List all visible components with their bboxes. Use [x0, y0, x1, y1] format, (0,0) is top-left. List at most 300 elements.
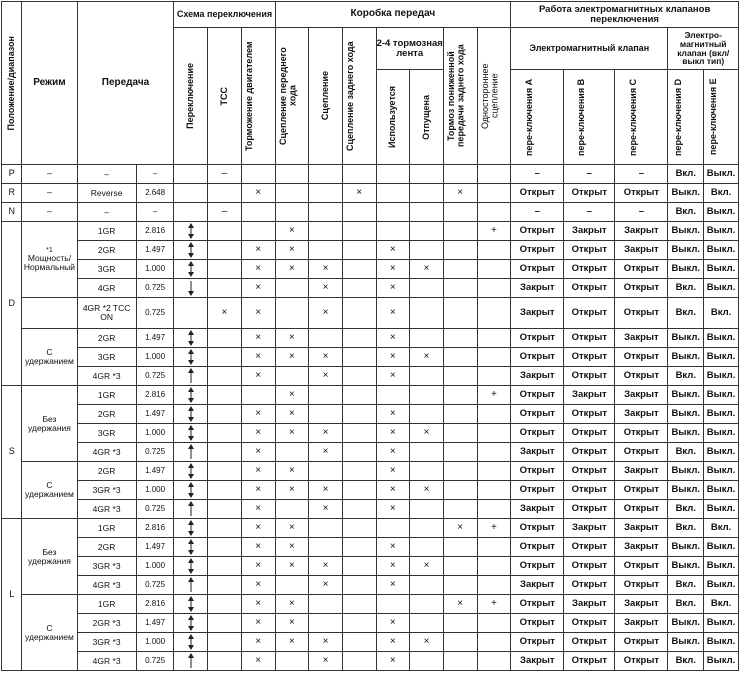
- solenoid-d-cell: Вкл.: [668, 595, 704, 614]
- fc-cell: ×: [275, 386, 309, 405]
- ow-cell: [477, 443, 511, 462]
- gear-cell: 2GR: [77, 538, 136, 557]
- solenoid-c-cell: Открыт: [615, 633, 668, 652]
- shift-arrow-cell: [174, 614, 208, 633]
- solenoid-b-cell: Открыт: [564, 614, 615, 633]
- shift-arrow-cell: [174, 298, 208, 329]
- header-solenoid-valve: Электромагнитный клапан: [511, 28, 668, 70]
- header-band-released: Отпущена: [410, 70, 444, 165]
- ratio-cell: 1.000: [136, 481, 174, 500]
- solenoid-b-cell: Открыт: [564, 260, 615, 279]
- shift-up-arrow-icon: [186, 444, 196, 460]
- solenoid-e-cell: Вкл.: [704, 298, 739, 329]
- cl-cell: [309, 241, 343, 260]
- rc-cell: [342, 557, 376, 576]
- rc-cell: [342, 462, 376, 481]
- rc-cell: [342, 500, 376, 519]
- bu-cell: ×: [376, 348, 410, 367]
- eb-cell: ×: [241, 614, 275, 633]
- solenoid-e-cell: Выкл.: [704, 260, 739, 279]
- bu-cell: ×: [376, 614, 410, 633]
- lr-cell: [443, 538, 477, 557]
- eb-cell: ×: [241, 348, 275, 367]
- fc-cell: ×: [275, 405, 309, 424]
- solenoid-a-cell: –: [511, 165, 564, 184]
- solenoid-e-cell: Выкл.: [704, 222, 739, 241]
- gear-cell: 2GR *3: [77, 614, 136, 633]
- position-cell: L: [2, 519, 22, 671]
- solenoid-b-cell: Открыт: [564, 500, 615, 519]
- br-cell: [410, 595, 444, 614]
- cl-cell: [309, 519, 343, 538]
- table-row: [2, 329, 739, 348]
- gear-cell: 4GR *2 TCC ON: [77, 298, 136, 329]
- lr-cell: [443, 405, 477, 424]
- cl-cell: ×: [309, 557, 343, 576]
- solenoid-b-cell: Открыт: [564, 348, 615, 367]
- rc-cell: [342, 424, 376, 443]
- gear-cell: 1GR: [77, 595, 136, 614]
- solenoid-e-cell: Выкл.: [704, 538, 739, 557]
- solenoid-a-cell: Открыт: [511, 222, 564, 241]
- rc-cell: [342, 348, 376, 367]
- table-row: [2, 500, 739, 519]
- ow-cell: [477, 462, 511, 481]
- solenoid-e-cell: Выкл.: [704, 424, 739, 443]
- shift-arrow-cell: [174, 557, 208, 576]
- ratio-cell: 2.816: [136, 222, 174, 241]
- solenoid-d-cell: Вкл.: [668, 576, 704, 595]
- mode-cell: –: [22, 165, 77, 184]
- eb-cell: ×: [241, 279, 275, 298]
- shift-up-down-arrow-icon: [186, 242, 196, 258]
- solenoid-e-cell: Вкл.: [704, 184, 739, 203]
- tcc-cell: [208, 519, 242, 538]
- fc-cell: [275, 576, 309, 595]
- lr-cell: [443, 279, 477, 298]
- br-cell: [410, 462, 444, 481]
- ratio-cell: 1.000: [136, 260, 174, 279]
- br-cell: [410, 367, 444, 386]
- header-solenoid-work: Работа электромагнитных клапанов переключения: [511, 2, 739, 28]
- bu-cell: ×: [376, 576, 410, 595]
- lr-cell: [443, 329, 477, 348]
- table-row: [2, 481, 739, 500]
- bu-cell: ×: [376, 279, 410, 298]
- cl-cell: ×: [309, 443, 343, 462]
- bu-cell: ×: [376, 652, 410, 671]
- shift-up-down-arrow-icon: [186, 406, 196, 422]
- solenoid-b-cell: Открыт: [564, 329, 615, 348]
- shift-up-arrow-icon: [186, 501, 196, 517]
- solenoid-d-cell: Вкл.: [668, 298, 704, 329]
- eb-cell: ×: [241, 481, 275, 500]
- ow-cell: [477, 424, 511, 443]
- ow-cell: [477, 260, 511, 279]
- header-clutch: Сцепление: [309, 28, 343, 165]
- table-row: [2, 633, 739, 652]
- br-cell: [410, 652, 444, 671]
- rc-cell: [342, 519, 376, 538]
- tcc-cell: [208, 595, 242, 614]
- ow-cell: [477, 165, 511, 184]
- shift-up-arrow-icon: [186, 653, 196, 669]
- table-row: [2, 367, 739, 386]
- solenoid-a-cell: Открыт: [511, 614, 564, 633]
- cl-cell: [309, 203, 343, 222]
- fc-cell: ×: [275, 329, 309, 348]
- gear-cell: 3GR: [77, 348, 136, 367]
- solenoid-c-cell: Закрыт: [615, 405, 668, 424]
- ratio-cell: 2.816: [136, 595, 174, 614]
- eb-cell: ×: [241, 519, 275, 538]
- solenoid-d-cell: Вкл.: [668, 519, 704, 538]
- cl-cell: [309, 386, 343, 405]
- solenoid-d-cell: Выкл.: [668, 405, 704, 424]
- header-one-way-clutch: Одностороннее сцепление: [477, 28, 511, 165]
- solenoid-e-cell: Выкл.: [704, 500, 739, 519]
- solenoid-e-cell: Выкл.: [704, 165, 739, 184]
- solenoid-e-cell: Выкл.: [704, 462, 739, 481]
- cl-cell: ×: [309, 424, 343, 443]
- mode-cell: С удержанием: [22, 329, 77, 386]
- eb-cell: ×: [241, 184, 275, 203]
- table-row: [2, 538, 739, 557]
- eb-cell: [241, 165, 275, 184]
- lr-cell: [443, 298, 477, 329]
- eb-cell: ×: [241, 652, 275, 671]
- tcc-cell: [208, 279, 242, 298]
- solenoid-c-cell: Закрыт: [615, 386, 668, 405]
- rc-cell: [342, 405, 376, 424]
- table-row: [2, 203, 739, 222]
- tcc-cell: [208, 260, 242, 279]
- mode-cell: Без удержания: [22, 519, 77, 595]
- tcc-cell: [208, 405, 242, 424]
- eb-cell: ×: [241, 241, 275, 260]
- solenoid-d-cell: Вкл.: [668, 279, 704, 298]
- gear-cell: 4GR *3: [77, 443, 136, 462]
- bu-cell: [376, 386, 410, 405]
- gear-cell: –: [77, 165, 136, 184]
- tcc-cell: [208, 367, 242, 386]
- bu-cell: [376, 519, 410, 538]
- bu-cell: [376, 222, 410, 241]
- lr-cell: [443, 633, 477, 652]
- shift-arrow-cell: [174, 595, 208, 614]
- header-solenoid-onoff: Электро-магнитный клапан (вкл/ выкл тип): [668, 28, 739, 70]
- fc-cell: [275, 184, 309, 203]
- tcc-cell: [208, 500, 242, 519]
- tcc-cell: [208, 652, 242, 671]
- bu-cell: ×: [376, 424, 410, 443]
- solenoid-e-cell: Выкл.: [704, 329, 739, 348]
- eb-cell: ×: [241, 367, 275, 386]
- fc-cell: [275, 652, 309, 671]
- shift-up-down-arrow-icon: [186, 558, 196, 574]
- rc-cell: [342, 386, 376, 405]
- cl-cell: ×: [309, 500, 343, 519]
- solenoid-c-cell: Открыт: [615, 279, 668, 298]
- rc-cell: [342, 203, 376, 222]
- gear-cell: 3GR *3: [77, 481, 136, 500]
- solenoid-a-cell: Открыт: [511, 481, 564, 500]
- tcc-cell: [208, 481, 242, 500]
- mode-cell: –: [22, 184, 77, 203]
- solenoid-a-cell: Закрыт: [511, 652, 564, 671]
- gear-cell: 3GR: [77, 424, 136, 443]
- ratio-cell: 1.000: [136, 633, 174, 652]
- solenoid-a-cell: Открыт: [511, 462, 564, 481]
- br-cell: [410, 165, 444, 184]
- solenoid-e-cell: Выкл.: [704, 367, 739, 386]
- fc-cell: ×: [275, 481, 309, 500]
- solenoid-d-cell: Выкл.: [668, 260, 704, 279]
- table-row: [2, 386, 739, 405]
- solenoid-d-cell: Выкл.: [668, 222, 704, 241]
- fc-cell: ×: [275, 462, 309, 481]
- position-cell: R: [2, 184, 22, 203]
- bu-cell: ×: [376, 557, 410, 576]
- fc-cell: ×: [275, 241, 309, 260]
- cl-cell: [309, 329, 343, 348]
- gear-cell: Reverse: [77, 184, 136, 203]
- br-cell: [410, 405, 444, 424]
- br-cell: ×: [410, 633, 444, 652]
- br-cell: ×: [410, 348, 444, 367]
- tcc-cell: [208, 329, 242, 348]
- solenoid-d-cell: Вкл.: [668, 203, 704, 222]
- lr-cell: [443, 386, 477, 405]
- shift-table: [1, 1, 739, 671]
- rc-cell: [342, 222, 376, 241]
- eb-cell: ×: [241, 443, 275, 462]
- gear-cell: 1GR: [77, 222, 136, 241]
- tcc-cell: –: [208, 203, 242, 222]
- solenoid-a-cell: Закрыт: [511, 500, 564, 519]
- solenoid-e-cell: Выкл.: [704, 279, 739, 298]
- solenoid-a-cell: Закрыт: [511, 279, 564, 298]
- bu-cell: [376, 595, 410, 614]
- cl-cell: ×: [309, 260, 343, 279]
- gear-cell: 4GR *3: [77, 500, 136, 519]
- lr-cell: [443, 367, 477, 386]
- br-cell: ×: [410, 481, 444, 500]
- bu-cell: ×: [376, 500, 410, 519]
- table-row: [2, 184, 739, 203]
- solenoid-d-cell: Выкл.: [668, 424, 704, 443]
- solenoid-b-cell: –: [564, 203, 615, 222]
- gear-cell: 3GR *3: [77, 633, 136, 652]
- solenoid-e-cell: Выкл.: [704, 481, 739, 500]
- eb-cell: ×: [241, 595, 275, 614]
- fc-cell: [275, 298, 309, 329]
- position-cell: D: [2, 222, 22, 386]
- br-cell: [410, 298, 444, 329]
- solenoid-b-cell: Открыт: [564, 652, 615, 671]
- solenoid-c-cell: Открыт: [615, 481, 668, 500]
- shift-up-down-arrow-icon: [186, 634, 196, 650]
- rc-cell: [342, 260, 376, 279]
- fc-cell: [275, 279, 309, 298]
- ratio-cell: 2.648: [136, 184, 174, 203]
- ratio-cell: 0.725: [136, 298, 174, 329]
- eb-cell: ×: [241, 260, 275, 279]
- gear-cell: 1GR: [77, 519, 136, 538]
- solenoid-c-cell: Открыт: [615, 443, 668, 462]
- rc-cell: [342, 614, 376, 633]
- tcc-cell: [208, 633, 242, 652]
- cl-cell: ×: [309, 633, 343, 652]
- solenoid-b-cell: Открыт: [564, 557, 615, 576]
- table-row: [2, 595, 739, 614]
- header-low-reverse-brake: Тормоз пониженной передачи заднего хода: [443, 28, 477, 165]
- solenoid-e-cell: Выкл.: [704, 386, 739, 405]
- solenoid-a-cell: Открыт: [511, 557, 564, 576]
- lr-cell: [443, 203, 477, 222]
- solenoid-b-cell: Открыт: [564, 241, 615, 260]
- rc-cell: [342, 298, 376, 329]
- solenoid-c-cell: Закрыт: [615, 538, 668, 557]
- header-tcc: TCC: [208, 28, 242, 165]
- table-row: [2, 241, 739, 260]
- fc-cell: [275, 367, 309, 386]
- gear-cell: 2GR: [77, 462, 136, 481]
- solenoid-e-cell: Вкл.: [704, 519, 739, 538]
- shift-arrow-cell: [174, 405, 208, 424]
- rc-cell: [342, 481, 376, 500]
- fc-cell: [275, 500, 309, 519]
- solenoid-e-cell: Выкл.: [704, 557, 739, 576]
- cl-cell: ×: [309, 367, 343, 386]
- position-cell: P: [2, 165, 22, 184]
- header-shift-b: пере-ключения В: [564, 70, 615, 165]
- shift-arrow-cell: [174, 203, 208, 222]
- cl-cell: ×: [309, 348, 343, 367]
- solenoid-d-cell: Вкл.: [668, 443, 704, 462]
- footnote-mark: *1: [46, 246, 53, 254]
- solenoid-c-cell: –: [615, 203, 668, 222]
- shift-up-down-arrow-icon: [186, 520, 196, 536]
- ow-cell: [477, 241, 511, 260]
- br-cell: [410, 329, 444, 348]
- ratio-cell: 0.725: [136, 443, 174, 462]
- fc-cell: ×: [275, 348, 309, 367]
- solenoid-c-cell: Закрыт: [615, 595, 668, 614]
- ratio-cell: 2.816: [136, 519, 174, 538]
- gear-cell: 1GR: [77, 386, 136, 405]
- fc-cell: [275, 203, 309, 222]
- shift-arrow-cell: [174, 367, 208, 386]
- solenoid-a-cell: Открыт: [511, 405, 564, 424]
- tcc-cell: [208, 241, 242, 260]
- ratio-cell: 1.000: [136, 557, 174, 576]
- bu-cell: ×: [376, 241, 410, 260]
- cl-cell: ×: [309, 481, 343, 500]
- bu-cell: ×: [376, 260, 410, 279]
- fc-cell: ×: [275, 538, 309, 557]
- rc-cell: [342, 652, 376, 671]
- ow-cell: [477, 481, 511, 500]
- solenoid-a-cell: Закрыт: [511, 367, 564, 386]
- solenoid-c-cell: Открыт: [615, 424, 668, 443]
- ow-cell: +: [477, 595, 511, 614]
- position-cell: N: [2, 203, 22, 222]
- solenoid-d-cell: Вкл.: [668, 652, 704, 671]
- fc-cell: ×: [275, 595, 309, 614]
- table-row: [2, 405, 739, 424]
- br-cell: [410, 576, 444, 595]
- table-row: [2, 557, 739, 576]
- header-position: Положение/диапазон: [2, 2, 22, 165]
- bu-cell: ×: [376, 462, 410, 481]
- br-cell: [410, 184, 444, 203]
- solenoid-b-cell: Открыт: [564, 184, 615, 203]
- table-row: [2, 652, 739, 671]
- lr-cell: [443, 500, 477, 519]
- br-cell: [410, 500, 444, 519]
- eb-cell: [241, 203, 275, 222]
- shift-arrow-cell: [174, 329, 208, 348]
- ow-cell: [477, 500, 511, 519]
- solenoid-b-cell: Открыт: [564, 481, 615, 500]
- shift-up-down-arrow-icon: [186, 330, 196, 346]
- ow-cell: [477, 279, 511, 298]
- table-row: [2, 462, 739, 481]
- header-gearbox: Коробка передач: [275, 2, 511, 28]
- rc-cell: [342, 329, 376, 348]
- cl-cell: [309, 165, 343, 184]
- solenoid-a-cell: Закрыт: [511, 576, 564, 595]
- mode-cell: С удержанием: [22, 462, 77, 519]
- ratio-cell: 1.497: [136, 405, 174, 424]
- br-cell: ×: [410, 557, 444, 576]
- tcc-cell: [208, 443, 242, 462]
- eb-cell: ×: [241, 329, 275, 348]
- header-shift-d: пере-ключения D: [668, 70, 704, 165]
- solenoid-a-cell: Открыт: [511, 329, 564, 348]
- gear-cell: 4GR *3: [77, 652, 136, 671]
- lr-cell: [443, 222, 477, 241]
- table-row: [2, 443, 739, 462]
- gear-cell: 2GR: [77, 241, 136, 260]
- header-shift-e: пере-ключения Е: [704, 70, 739, 165]
- solenoid-e-cell: Выкл.: [704, 614, 739, 633]
- table-row: [2, 424, 739, 443]
- ratio-cell: –: [136, 165, 174, 184]
- solenoid-c-cell: Открыт: [615, 298, 668, 329]
- ow-cell: [477, 203, 511, 222]
- mode-label: Мощность/ Нормальный: [23, 253, 76, 273]
- solenoid-d-cell: Вкл.: [668, 500, 704, 519]
- ratio-cell: 0.725: [136, 576, 174, 595]
- cl-cell: [309, 405, 343, 424]
- shift-arrow-cell: [174, 184, 208, 203]
- bu-cell: ×: [376, 633, 410, 652]
- solenoid-a-cell: Закрыт: [511, 298, 564, 329]
- solenoid-c-cell: Открыт: [615, 184, 668, 203]
- bu-cell: ×: [376, 367, 410, 386]
- br-cell: [410, 279, 444, 298]
- ratio-cell: 0.725: [136, 652, 174, 671]
- solenoid-c-cell: Открыт: [615, 260, 668, 279]
- solenoid-c-cell: –: [615, 165, 668, 184]
- solenoid-a-cell: –: [511, 203, 564, 222]
- tcc-cell: [208, 222, 242, 241]
- solenoid-b-cell: Закрыт: [564, 222, 615, 241]
- lr-cell: [443, 443, 477, 462]
- shift-down-arrow-icon: [186, 280, 196, 296]
